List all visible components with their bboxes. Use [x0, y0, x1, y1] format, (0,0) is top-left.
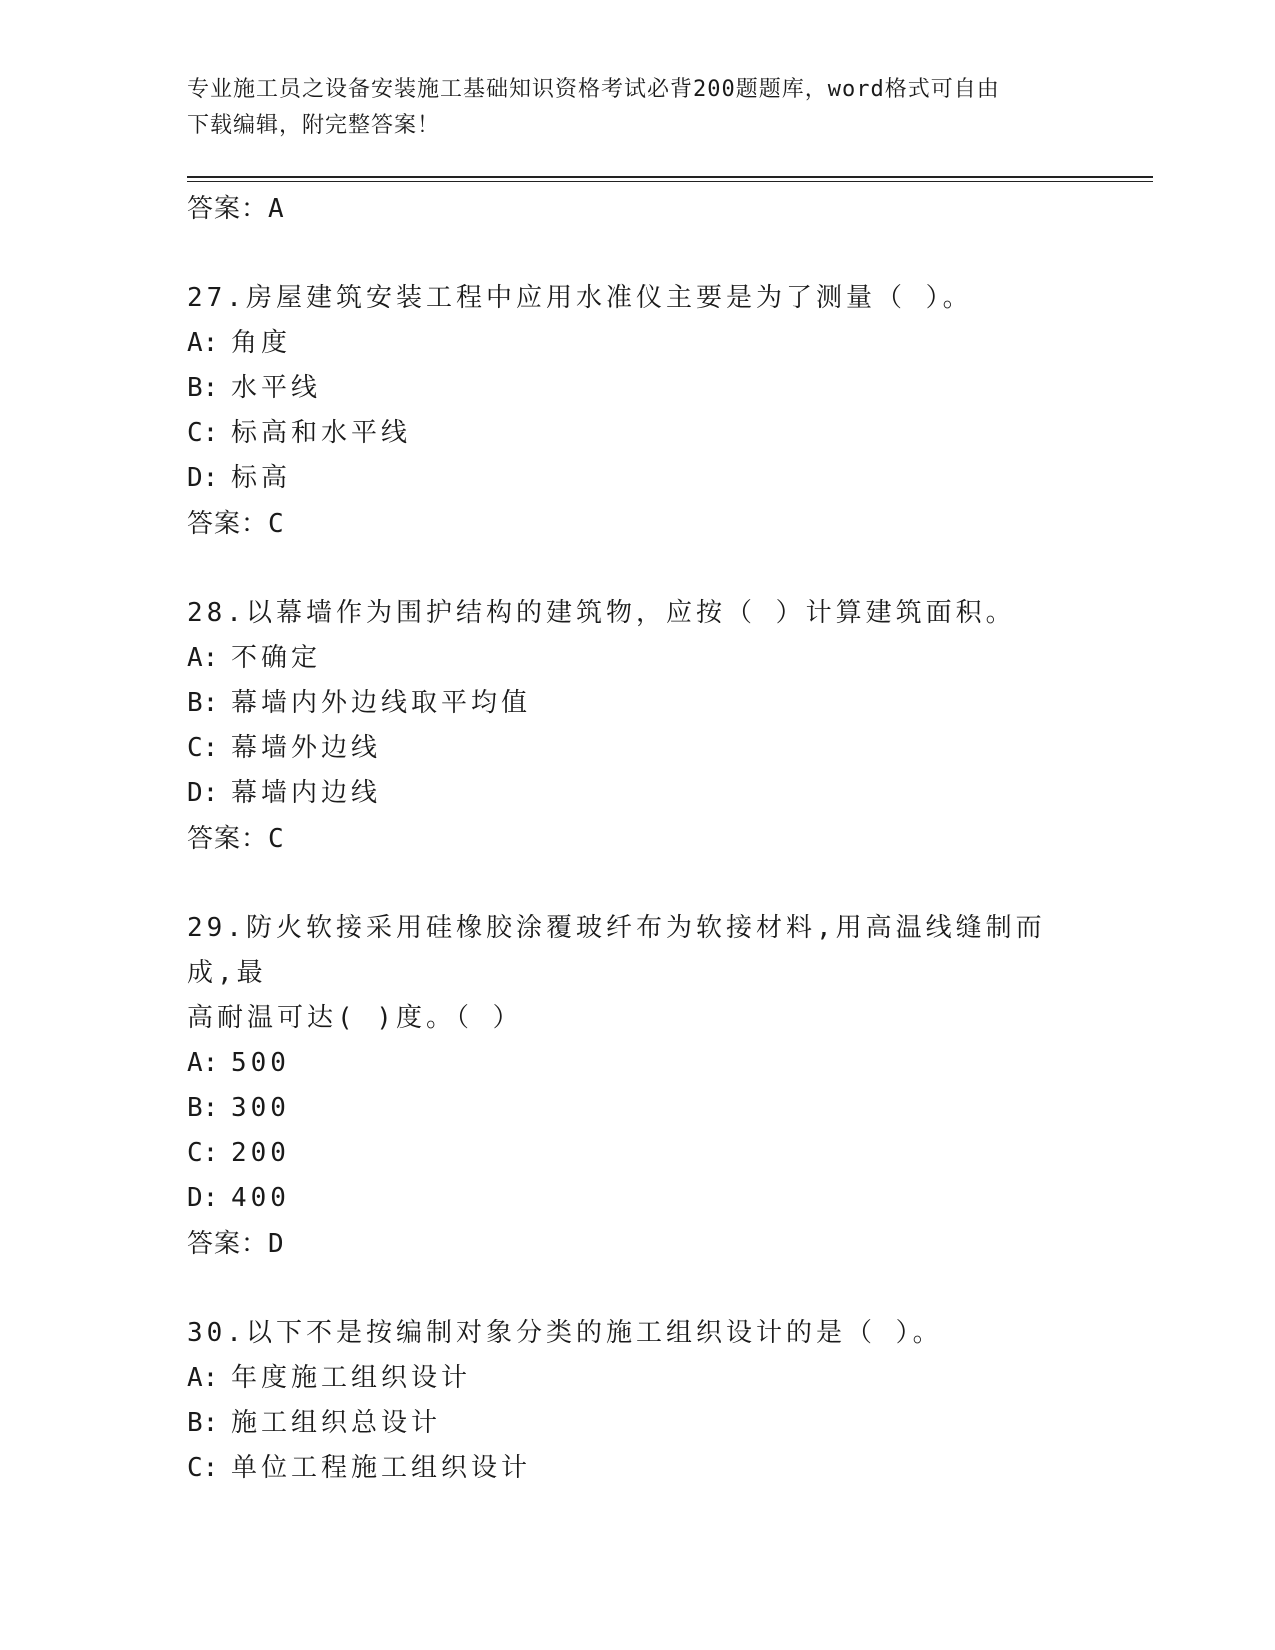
answer-label: 答案：: [187, 194, 269, 224]
answer-line: [187, 1221, 1087, 1267]
header-line-1: 专业施工员之设备安装施工基础知识资格考试必背200题题库，word格式可自由: [187, 77, 1000, 102]
answer-value: A: [268, 194, 285, 224]
spacer: [187, 232, 1087, 276]
option-letter: C:: [187, 733, 219, 763]
header-divider-thick: [187, 176, 1153, 178]
question-text-line-2: 高耐温可达( )度。（ ）: [187, 1003, 523, 1033]
question-text: 27.房屋建筑安装工程中应用水准仪主要是为了测量（ ）。: [187, 283, 973, 313]
option-letter: C:: [187, 1453, 219, 1483]
spacer: [187, 547, 1087, 591]
option-text: 400: [231, 1183, 290, 1213]
option-b: [187, 681, 1087, 726]
option-text: 单位工程施工组织设计: [231, 1453, 532, 1483]
option-d: [187, 771, 1087, 816]
option-letter: B:: [187, 1408, 219, 1438]
option-letter: A:: [187, 1363, 219, 1393]
option-letter: D:: [187, 1183, 219, 1213]
option-a: [187, 1356, 1087, 1401]
answer-line: [187, 501, 1087, 547]
option-letter: A:: [187, 643, 219, 673]
option-d: [187, 456, 1087, 501]
option-letter: A:: [187, 328, 219, 358]
option-c: [187, 1131, 1087, 1176]
option-letter: A:: [187, 1048, 219, 1078]
option-d: [187, 1176, 1087, 1221]
answer-value: C: [268, 824, 285, 854]
document-header: [187, 72, 1067, 144]
question-block-28: [187, 591, 1087, 862]
option-letter: D:: [187, 778, 219, 808]
question-text: 28.以幕墙作为围护结构的建筑物，应按（ ）计算建筑面积。: [187, 598, 1016, 628]
spacer: [187, 1267, 1087, 1311]
option-letter: C:: [187, 1138, 219, 1168]
option-text: 不确定: [231, 643, 322, 673]
option-text: 标高和水平线: [231, 418, 412, 448]
question-block-27: [187, 276, 1087, 547]
option-text: 水平线: [231, 373, 322, 403]
option-letter: D:: [187, 463, 219, 493]
answer-label: 答案：: [187, 1229, 269, 1259]
option-text: 500: [231, 1048, 290, 1078]
spacer: [187, 862, 1087, 906]
answer-label: 答案：: [187, 824, 269, 854]
option-text: 施工组织总设计: [231, 1408, 442, 1438]
answer-value: C: [268, 509, 285, 539]
option-c: [187, 411, 1087, 456]
option-a: [187, 1041, 1087, 1086]
header-divider-thin: [187, 181, 1153, 182]
option-a: [187, 636, 1087, 681]
question-block-30: [187, 1311, 1087, 1491]
document-body: [187, 186, 1087, 1491]
option-text: 角度: [231, 328, 292, 358]
option-text: 幕墙内外边线取平均值: [231, 688, 532, 718]
option-text: 幕墙内边线: [231, 778, 382, 808]
option-letter: C:: [187, 418, 219, 448]
option-letter: B:: [187, 688, 219, 718]
option-b: [187, 1401, 1087, 1446]
option-text: 标高: [231, 463, 292, 493]
option-a: [187, 321, 1087, 366]
answer-line: [187, 186, 1087, 232]
answer-label: 答案：: [187, 509, 269, 539]
option-text: 年度施工组织设计: [231, 1363, 472, 1393]
header-line-2: 下载编辑，附完整答案！: [187, 113, 441, 138]
option-c: [187, 726, 1087, 771]
question-block-29: [187, 906, 1087, 1267]
option-letter: B:: [187, 373, 219, 403]
option-text: 300: [231, 1093, 290, 1123]
option-b: [187, 1086, 1087, 1131]
option-text: 幕墙外边线: [231, 733, 382, 763]
option-text: 200: [231, 1138, 290, 1168]
answer-line: [187, 816, 1087, 862]
option-letter: B:: [187, 1093, 219, 1123]
option-b: [187, 366, 1087, 411]
question-text: 30.以下不是按编制对象分类的施工组织设计的是（ ）。: [187, 1318, 943, 1348]
option-c: [187, 1446, 1087, 1491]
question-text-line-1: 29.防火软接采用硅橡胶涂覆玻纤布为软接材料,用高温线缝制而成,最: [187, 913, 1046, 988]
answer-value: D: [268, 1229, 285, 1259]
